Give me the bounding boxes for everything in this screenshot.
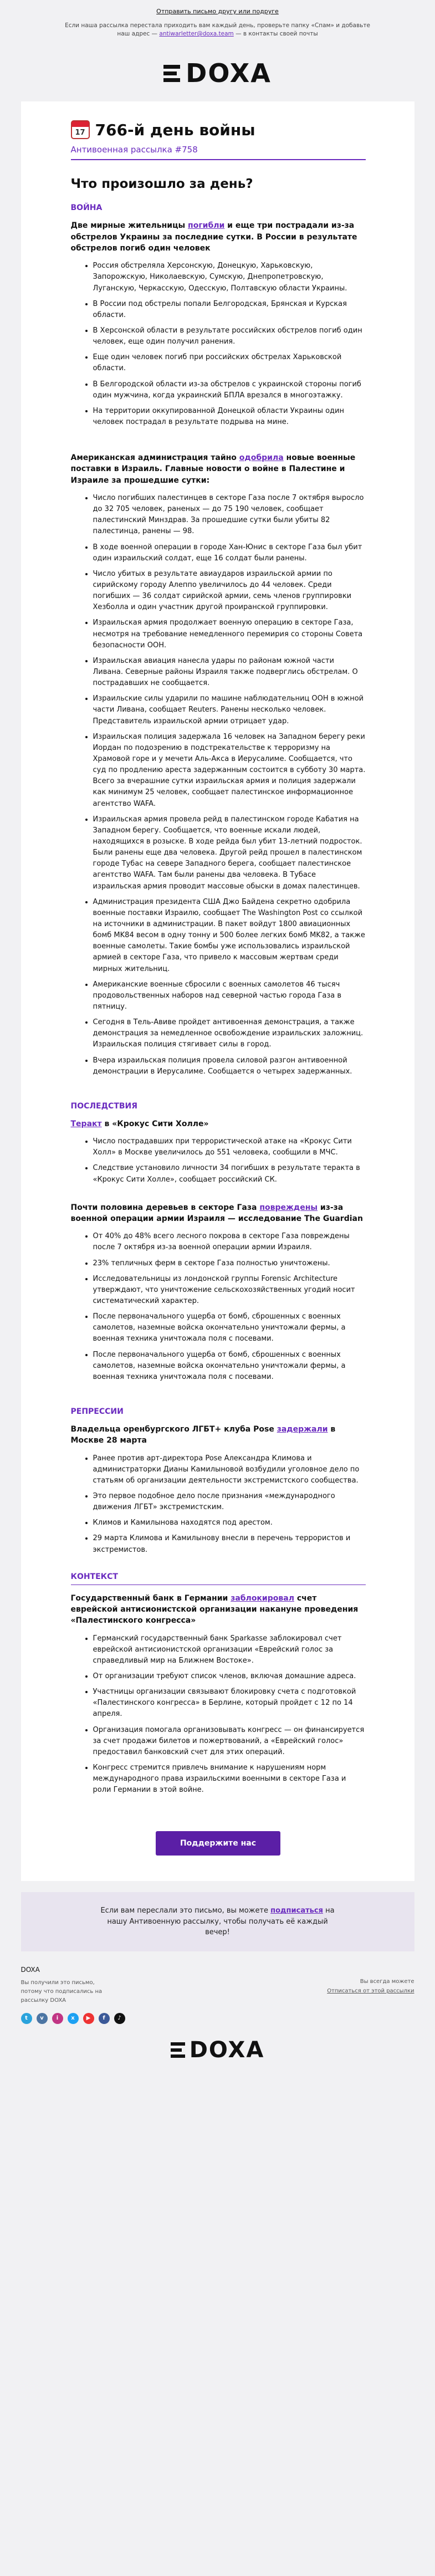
logo-mark-icon (163, 65, 180, 82)
news-item: • Германский государственный банк Sparkasse заблокировал счет еврейской антисионистской организации «Еврейский голос за справедливый мир на Ближнем Востоке». (93, 1633, 366, 1667)
source-link[interactable]: погибли (188, 221, 225, 231)
news-block (71, 203, 366, 428)
section-title: РЕПРЕССИИ (70, 1407, 124, 1416)
source-link[interactable]: одобрила (239, 453, 284, 463)
section-title: ВОЙНА (70, 203, 103, 213)
youtube-icon[interactable]: ▶ (83, 2013, 94, 2024)
intro-text: Если наша рассылка перестала приходить вам каждый день, проверьте папку «Спам» и добавьте наш адрес — (65, 22, 370, 38)
news-list (93, 1453, 366, 1556)
news-item: • В России под обстрелы попали Белгородская, Брянская и Курская области. (93, 299, 366, 321)
news-item: • После первоначального ущерба от бомб, сброшенных с военных самолетов, наземные войска окончательно уничтожали фермы, а военная техника уничтожала поля с посевами. (93, 1311, 366, 1345)
news-lead: Две мирные жительницы погибли и еще три пострадали из-за обстрелов Украины за последние сутки. В России в результате обстрелов погиб один человек (70, 221, 357, 253)
day-title-text: 766-й день войны (95, 120, 255, 139)
social-links (21, 2013, 125, 2024)
telegram-icon[interactable]: t (21, 2013, 32, 2024)
footer-logo-text: DOXA (189, 2037, 265, 2063)
news-item: • В Белгородской области из-за обстрелов с украинской стороны погиб один мужчина, когда украинский БПЛА врезался в многоэтажку. (93, 379, 366, 401)
support-us-button[interactable]: Поддержите нас (156, 1831, 280, 1856)
news-item: • Россия обстреляла Херсонскую, Донецкую, Харьковскую, Запорожскую, Николаевскую, Сумскую, Днепропетровскую, Луганскую, Черкасскую, Одесскую, Полтавскую области Украины. (93, 260, 366, 294)
vk-icon[interactable]: v (37, 2013, 48, 2024)
news-list (93, 1633, 366, 1796)
footer-brand: DOXA (21, 1965, 40, 1974)
news-item: • Американские военные сбросили с военных самолетов 46 тысяч продовольственных наборов над северной частью города Газа в пятницу. (93, 979, 366, 1013)
news-item: • Участницы организации связывают блокировку счета с подготовкой «Палестинского конгресса» в Берлине, который пройдет с 12 по 14 апреля. (93, 1686, 366, 1720)
news-list (93, 1231, 366, 1383)
instagram-icon[interactable]: i (52, 2013, 63, 2024)
newsletter-subtitle: Антивоенная рассылка #758 (71, 145, 366, 160)
news-item: • Организация помогала организовывать конгресс — он финансируется за счет продажи билетов и пожертвований, а «Еврейский голос» предоставил банковский счет для этих операций. (93, 1725, 366, 1758)
news-sections (71, 203, 366, 1796)
news-item: • Число погибших палестинцев в секторе Газа после 7 октября выросло до 32 705 человек, раненых — до 75 190 человек, сообщает палестинский Минздрав. За прошедшие сутки были убиты 82 палестинца, ранены — 98. (93, 493, 366, 538)
news-block (71, 1407, 366, 1556)
forward-box (21, 1892, 414, 1951)
news-item: • От 40% до 48% всего лесного покрова в секторе Газа повреждены после 7 октября из-за военной операции армии Израиля. (93, 1231, 366, 1253)
forward-to-friend-link[interactable]: Отправить письмо другу или подруге (156, 8, 279, 15)
news-item: • Израильская авиация нанесла удары по районам южной части Ливана. Северные районы Израиля также подверглись обстрелам. О пострадавших не сообщается. (93, 656, 366, 689)
news-item: • Израильские силы ударили по машине наблюдательниц ООН в южной части Ливана, сообщает Reuters. Ранены несколько человек. Представитель израильской армии отрицает удар. (93, 693, 366, 727)
news-item: • Администрация президента США Джо Байдена секретно одобрила военные поставки Израилю, сообщает The Washington Post со ссылкой на источники в администрации. В пакет войдут 1800 авиационных бомб MK84 весом в одну тонну и 500 более легких бомб MK82, а также военные самолеты. Такие бомбы уже использовались израильской армией в секторе Газа, что привело к массовым жертвам среди мирных жительниц. (93, 897, 366, 975)
news-item: • Израильская армия провела рейд в палестинском городе Кабатия на Западном берегу. Сообщается, что военные искали людей, находящихся в розыске. В ходе рейда был убит 13-летний подросток. Были ранены еще два человека. Другой рейд прошел в палестинском городе Тубас на севере Западного берега, сообщает палестинское агентство WAFA. Там были ранены два человека. В Тубасе израильская армия проводит массовые обыски в домах палестинцев. (93, 814, 366, 892)
news-lead: Американская администрация тайно одобрила новые военные поставки в Израиль. Главные новости о войне в Палестине и Израиле за прошедшие сутки: (70, 453, 356, 485)
news-item: • Следствие установило личности 34 погибших в результате теракта в «Крокус Сити Холле», сообщает российский СК. (93, 1163, 366, 1185)
news-item: • Климов и Камилынова находятся под арестом. (93, 1517, 366, 1529)
news-item: • В Херсонской области в результате российских обстрелов погиб один человек, еще один получил ранения. (93, 325, 366, 347)
news-lead: Почти половина деревьев в секторе Газа повреждены из-за военной операции армии Израиля — исследование The Guardian (70, 1203, 363, 1223)
calendar-icon: 17 (71, 120, 90, 139)
footer-right-text: Вы всегда можете (360, 1978, 414, 1985)
intro-email-link[interactable]: antiwarletter@doxa.team (159, 30, 234, 38)
section-title: КОНТЕКСТ (71, 1572, 366, 1585)
content-card (21, 101, 414, 1881)
news-list (93, 493, 366, 1077)
news-list (93, 260, 366, 428)
news-block (71, 1572, 366, 1796)
main-heading: Что произошло за день? (70, 177, 253, 192)
day-title (71, 120, 366, 139)
source-link[interactable]: заблокировал (231, 1593, 294, 1603)
source-link[interactable]: повреждены (259, 1203, 318, 1212)
subscribe-link[interactable]: подписаться (270, 1907, 323, 1915)
forward-text-after: на нашу Антивоенную рассылку, чтобы получать её каждый вечер! (107, 1907, 335, 1937)
news-item: • Ранее против арт-директора Pose Александра Климова и администраторки Дианы Камилыновой возбудили уголовное дело по статьям об организации деятельности экстремистского сообщества. (93, 1453, 366, 1486)
section-title: ПОСЛЕДСТВИЯ (70, 1101, 138, 1111)
news-item: • От организации требуют список членов, включая домашние адреса. (93, 1671, 366, 1682)
footer-logo[interactable] (21, 2024, 414, 2068)
logo-text: DOXA (186, 58, 272, 89)
intro-note (63, 18, 373, 53)
news-block (71, 1102, 366, 1185)
news-list (93, 1136, 366, 1185)
footer-logo-mark-icon (171, 2042, 185, 2058)
news-block (71, 1202, 366, 1383)
brand-logo[interactable] (0, 53, 435, 101)
twitter-icon[interactable]: x (68, 2013, 79, 2024)
facebook-icon[interactable]: f (99, 2013, 110, 2024)
forward-text-before: Если вам переслали это письмо, вы можете (100, 1907, 271, 1915)
news-block (71, 452, 366, 1077)
news-item: • 29 марта Климова и Камилынову внесли в перечень террористов и экстремистов. (93, 1533, 366, 1555)
news-item: • Израильская армия продолжает военную операцию в секторе Газа, несмотря на требование немедленного перемирия со стороны Совета безопасности ООН. (93, 617, 366, 651)
news-item: • Это первое подобное дело после признания «международного движения ЛГБТ» экстремистским. (93, 1491, 366, 1513)
news-lead: Государственный банк в Германии заблокировал счет еврейской антисионистской организации накануне проведения «Палестинского конгресса» (70, 1593, 359, 1626)
news-lead: Теракт в «Крокус Сити Холле» (70, 1119, 209, 1128)
news-item: • Число пострадавших при террористической атаке на «Крокус Сити Холл» в Москве увеличилось до 551 человека, сообщили в МЧС. (93, 1136, 366, 1158)
intro-tail: — в контакты своей почты (233, 30, 318, 38)
news-item: • Еще один человек погиб при российских обстрелах Харьковской области. (93, 352, 366, 374)
cta-area (71, 1820, 366, 1859)
footer-note: Вы получили это письмо, потому что подписались на рассылку DOXA (21, 1980, 103, 2004)
news-item: • В ходе военной операции в городе Хан-Юнис в секторе Газа был убит один израильский солдат, еще 16 солдат были ранены. (93, 542, 366, 564)
news-item: • Вчера израильская полиция провела силовой разгон антивоенной демонстрации в Иерусалиме. Сообщается о четырех задержанных. (93, 1055, 366, 1077)
source-link[interactable]: Теракт (70, 1119, 102, 1128)
news-item: • Исследовательницы из лондонской группы Forensic Architecture утверждают, что уничтожение сельскохозяйственных угодий носит систематический характер. (93, 1274, 366, 1307)
source-link[interactable]: задержали (277, 1424, 328, 1434)
news-item: • 23% тепличных ферм в секторе Газа полностью уничтожены. (93, 1258, 366, 1269)
news-lead: Владельца оренбургского ЛГБТ+ клуба Pose задержали в Москве 28 марта (70, 1424, 336, 1445)
news-item: • На территории оккупированной Донецкой области Украины один человек пострадал в результате подрыва на мине. (93, 406, 366, 428)
news-item: • Израильская полиция задержала 16 человек на Западном берегу реки Иордан по подозрению в подстрекательстве к терроризму на Храмовой горе и у мечети Аль-Акса в Иерусалиме. Сообщается, что суд по продлению ареста задержанным состоится в субботу 30 марта. Всего за вчерашние сутки израильская армия и полиция задержали как минимум 25 человек, сообщает палестинское информационное агентство WAFA. (93, 732, 366, 810)
news-item: • После первоначального ущерба от бомб, сброшенных с военных самолетов, наземные войска окончательно уничтожали фермы, а военная техника уничтожала поля с посевами. (93, 1350, 366, 1383)
footer (21, 1951, 414, 2085)
unsubscribe-link[interactable]: Отписаться от этой рассылки (327, 1987, 414, 1994)
news-item: • Число убитых в результате авиаударов израильской армии по сирийскому городу Алеппо увеличилось до 44 человек. Среди погибших — 36 солдат сирийской армии, семь членов группировки Хезболла и один участник другой проиранской группировки. (93, 569, 366, 614)
news-item: • Сегодня в Тель-Авиве пройдет антивоенная демонстрация, а также демонстрация за немедленное освобождение израильских заложниц. Израильская полиция стягивает силы в город. (93, 1017, 366, 1050)
preheader (0, 0, 435, 18)
tiktok-icon[interactable]: ♪ (114, 2013, 125, 2024)
news-item: • Конгресс стремится привлечь внимание к нарушениям норм международного права израильскими военными в секторе Газа и роли Германии в этой войне. (93, 1762, 366, 1796)
